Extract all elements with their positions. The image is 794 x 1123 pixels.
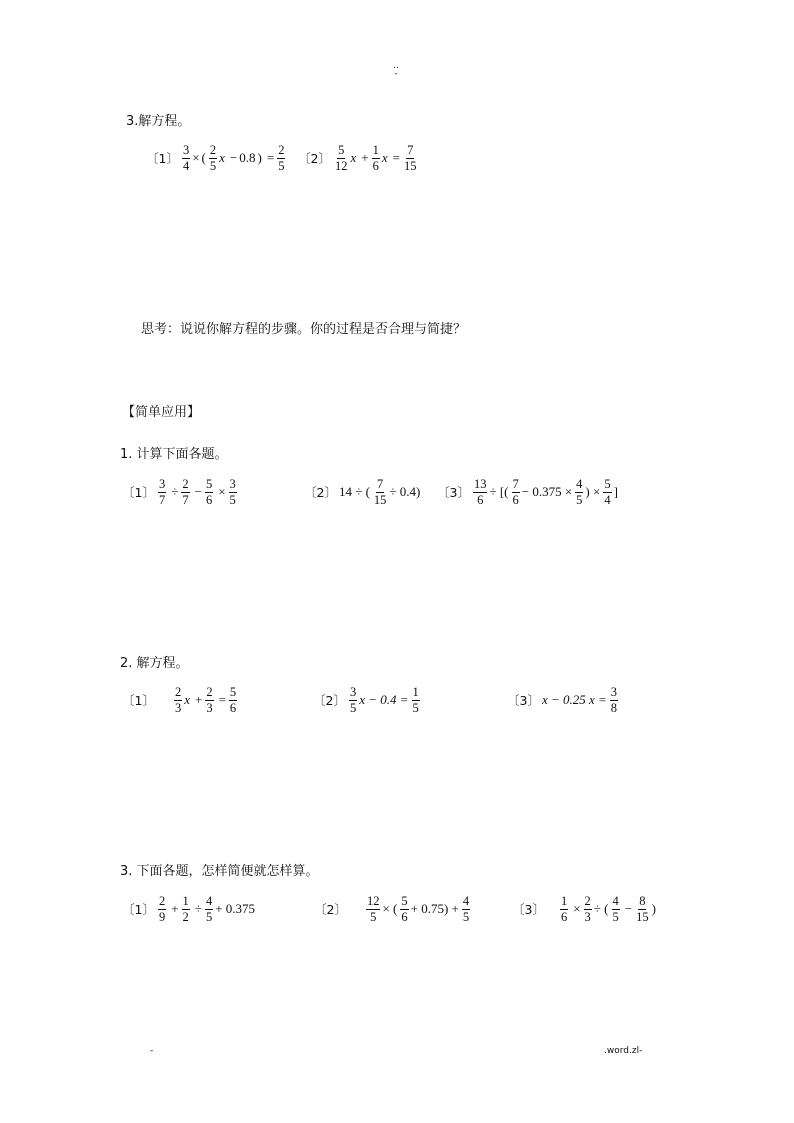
- page-header: [393, 62, 399, 78]
- expression-part: ÷ [(: [489, 484, 509, 499]
- fraction: $\frac{5}{6}$: [205, 476, 213, 507]
- eq-label: 〔1〕: [122, 485, 155, 500]
- operator: =: [392, 150, 400, 165]
- q1-title: 1. 计算下面各题。: [120, 447, 228, 462]
- eq-label: 〔3〕: [507, 693, 540, 708]
- expression-part: × (: [382, 901, 398, 916]
- think-prompt: 思考：说说你解方程的步骤。你的过程是否合理与简捷？: [141, 322, 467, 337]
- fraction: $\frac{7}{6}$: [512, 476, 519, 507]
- fraction: $\frac{2}{3}$: [584, 893, 591, 924]
- fraction: $\frac{1}{6}$: [560, 893, 568, 924]
- eq-label: 〔2〕: [304, 485, 337, 500]
- operator: =: [266, 150, 275, 165]
- fraction: $\frac{4}{5}$: [205, 893, 213, 924]
- operator: ×: [192, 150, 200, 165]
- section3-equation-1: [146, 138, 287, 178]
- fraction: $\frac{12}{5}$: [366, 893, 380, 924]
- q3-expression-3: [512, 889, 658, 929]
- operator: ×: [573, 901, 581, 916]
- operator: +: [361, 150, 369, 165]
- q1-expression-1: [122, 472, 239, 512]
- fraction: $\frac{5}{12}$: [334, 142, 348, 173]
- fraction: $\frac{7}{15}$: [373, 476, 387, 507]
- operator: −: [229, 150, 238, 165]
- operator: =: [218, 692, 226, 707]
- fraction: $\frac{5}{6}$: [229, 684, 237, 715]
- fraction: $\frac{4}{5}$: [462, 893, 470, 924]
- expression-part: + 0.375: [215, 901, 256, 916]
- variable: x: [381, 150, 388, 165]
- expression-part: ÷ 0.4): [389, 484, 421, 499]
- fraction: $\frac{3}{5}$: [349, 684, 357, 715]
- fraction: $\frac{3}{8}$: [610, 684, 618, 715]
- operator: ÷: [194, 901, 202, 916]
- operator: +: [171, 901, 179, 916]
- fraction: $\frac{3}{7}$: [158, 476, 166, 507]
- simple-app-title: 【简单应用】: [122, 405, 201, 420]
- fraction: $\frac{7}{15}$: [403, 142, 417, 173]
- fraction: $\frac{5}{6}$: [401, 893, 408, 924]
- expression-part: 14 ÷ (: [338, 484, 370, 499]
- q3-expression-1: [122, 889, 257, 929]
- variable: x: [219, 150, 225, 165]
- fraction: $\frac{2}{3}$: [174, 684, 182, 715]
- eq-label: 〔1〕: [122, 693, 155, 708]
- variable: x: [184, 692, 190, 707]
- fraction: $\frac{4}{5}$: [576, 476, 583, 507]
- number: 0.8: [239, 150, 256, 165]
- paren: ): [257, 150, 262, 165]
- q1-expression-2: [304, 472, 422, 512]
- fraction: $\frac{1}{2}$: [182, 893, 189, 924]
- header-dots: ..: [393, 61, 399, 71]
- q2-title: 2. 解方程。: [120, 656, 189, 671]
- footer-right: .word.zl-: [604, 1046, 643, 1056]
- fraction: $\frac{2}{3}$: [206, 684, 213, 715]
- fraction: $\frac{2}{9}$: [158, 893, 166, 924]
- expression-part: x − 0.25 x =: [541, 692, 607, 707]
- operator: ×: [218, 484, 226, 499]
- fraction: $\frac{1}{5}$: [412, 684, 419, 715]
- operator: −: [624, 901, 633, 916]
- q2-equation-1: [122, 680, 239, 720]
- fraction: $\frac{2}{5}$: [209, 142, 217, 173]
- fraction: $\frac{3}{5}$: [229, 476, 236, 507]
- eq-label: 〔3〕: [437, 485, 470, 500]
- q2-equation-3: [507, 680, 620, 720]
- expression-part: ): [651, 901, 656, 916]
- section3-equation-2: [298, 138, 419, 178]
- eq-label: 〔2〕: [314, 902, 347, 917]
- operator: +: [194, 692, 203, 707]
- fraction: $\frac{13}{6}$: [473, 476, 487, 507]
- section3-title: 3.解方程。: [126, 114, 191, 129]
- expression-part: − 0.375 ×: [521, 484, 573, 499]
- variable: x: [350, 150, 357, 165]
- paren: (: [201, 150, 206, 165]
- q3-title: 3. 下面各题，怎样简便就怎样算。: [120, 864, 319, 879]
- expression-part: + 0.75) +: [410, 901, 459, 916]
- eq-label: 〔1〕: [146, 151, 179, 166]
- eq-label: 〔2〕: [298, 151, 331, 166]
- eq-label: 〔2〕: [313, 693, 346, 708]
- q3-expression-2: [314, 889, 472, 929]
- fraction: $\frac{5}{4}$: [604, 476, 611, 507]
- expression-part: ÷ (: [593, 901, 609, 916]
- eq-label: 〔1〕: [122, 902, 155, 917]
- fraction: $\frac{4}{5}$: [612, 893, 619, 924]
- fraction: $\frac{8}{15}$: [636, 893, 649, 924]
- q2-equation-2: [313, 680, 422, 720]
- operator: −: [194, 484, 202, 499]
- fraction: $\frac{2}{5}$: [278, 142, 285, 173]
- fraction: $\frac{2}{7}$: [182, 476, 189, 507]
- expression-part: ]: [613, 484, 618, 499]
- expression-part: x − 0.4 =: [359, 692, 409, 707]
- expression-part: ) ×: [585, 484, 601, 499]
- footer-left: -: [150, 1046, 154, 1056]
- fraction: $\frac{1}{6}$: [372, 142, 379, 173]
- header-dash: -: [394, 69, 398, 79]
- q1-expression-3: [437, 472, 620, 512]
- fraction: $\frac{3}{4}$: [182, 142, 190, 173]
- operator: ÷: [171, 484, 179, 499]
- eq-label: 〔3〕: [512, 902, 545, 917]
